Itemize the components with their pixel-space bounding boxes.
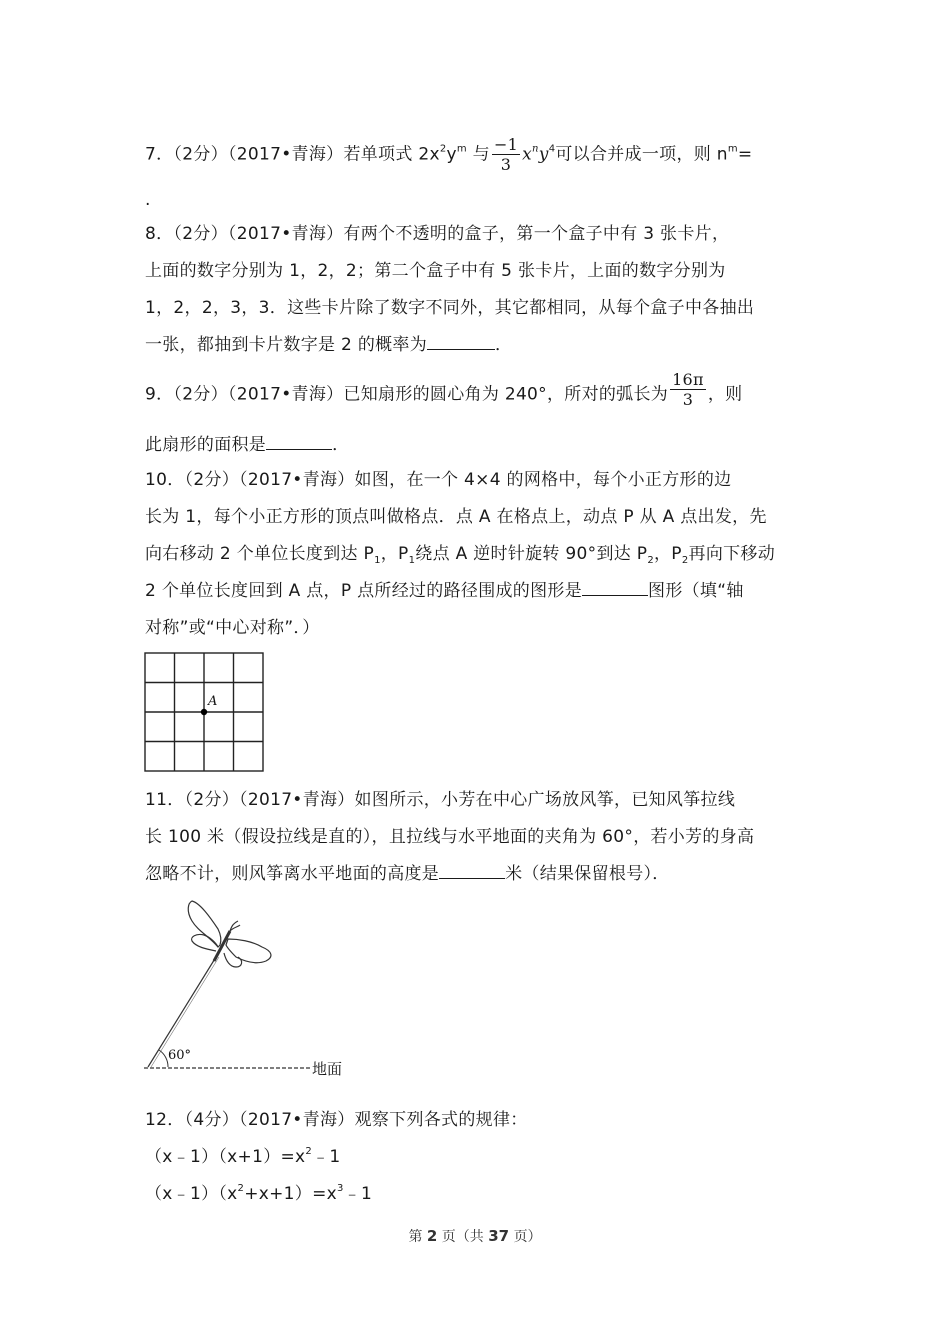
question-9-text-end: ，则: [707, 384, 743, 405]
angle-arc: [159, 1050, 168, 1067]
exponent: m: [727, 143, 738, 155]
question-11-line-2: 长 100 米（假设拉线是直的），且拉线与水平地面的夹角为 60°，若小芳的身高: [145, 827, 755, 847]
question-7-text-a: 7．: [145, 144, 174, 165]
footer-mid: 页（共: [441, 1229, 484, 1245]
question-10-line-4: [145, 579, 744, 603]
equation-text: +x+1）=x: [244, 1184, 337, 1204]
question-9-text: 9．（2分）（2017•青海）已知扇形的圆心角为 240°，所对的弧长为: [145, 384, 669, 405]
question-10-text: 再向下移动: [688, 544, 776, 564]
fraction-denominator: 3: [500, 155, 512, 174]
total-pages: 37: [488, 1227, 510, 1245]
answer-blank: [439, 864, 505, 879]
question-10-line-3: [145, 542, 775, 566]
ground-label: 地面: [312, 1060, 343, 1078]
question-10-line-5: 对称”或“中心对称”．）: [145, 618, 320, 638]
question-7-dot: .: [145, 190, 151, 210]
exponent: n: [532, 143, 539, 155]
equals-sign: =: [737, 144, 753, 165]
question-12-equation-1: [145, 1145, 341, 1169]
page-number: 2: [426, 1227, 438, 1245]
question-11-line-1: 11．（2分）（2017•青海）如图所示，小芳在中心广场放风筝，已知风筝拉线: [145, 790, 736, 810]
fraction-16pi-over-3: [670, 370, 706, 409]
question-8-line-4-end: ．: [495, 335, 513, 355]
footer-pre: 第: [408, 1229, 423, 1245]
equation-text: ﹣1: [312, 1147, 341, 1167]
exponent: 2: [439, 143, 447, 155]
exponent: 2: [305, 1146, 313, 1157]
question-8-line-4: [145, 333, 512, 357]
question-11-line-3-text: 忽略不计，则风筝离水平地面的高度是: [145, 864, 440, 884]
question-10-text: ，P: [380, 544, 409, 564]
question-10-text: 向右移动 2 个单位长度到达 P: [145, 544, 375, 564]
question-9-line-2-text: 此扇形的面积是: [145, 435, 267, 455]
angle-label: 60°: [168, 1048, 192, 1063]
footer-post: 页）: [513, 1229, 542, 1245]
question-7-with: 与: [466, 144, 490, 165]
point-a-dot: [201, 709, 207, 715]
question-12-line-1: 12．（4分）（2017•青海）观察下列各式的规律：: [145, 1110, 528, 1130]
question-8-line-4-text: 一张，都抽到卡片数字是 2 的概率为: [145, 335, 428, 355]
equation-text: （x﹣1）（x: [145, 1184, 238, 1204]
answer-blank: [582, 581, 648, 596]
question-10-line-1: 10．（2分）（2017•青海）如图，在一个 4×4 的网格中，每个小正方形的边: [145, 470, 732, 490]
fraction-numerator: 16π: [672, 370, 704, 389]
question-10-line-2: 长为 1，每个小正方形的顶点叫做格点．点 A 在格点上，动点 P 从 A 点出发，先: [145, 507, 767, 527]
equation-text: （x﹣1）（x+1）=x: [145, 1147, 306, 1167]
fraction-numerator: −1: [493, 135, 519, 154]
question-11-line-3-end: 米（结果保留根号）．: [505, 864, 670, 884]
question-7-source: （2017•青海）: [227, 144, 344, 165]
subscript: 1: [408, 555, 416, 566]
butterfly-kite-icon: [188, 901, 271, 967]
question-9-line-2: [145, 433, 349, 457]
question-10-line-4-end: 图形（填“轴: [648, 581, 744, 601]
subscript: 2: [681, 555, 689, 566]
question-10-text: ，P: [653, 544, 682, 564]
exponent: 2: [237, 1183, 245, 1194]
question-10-text: 绕点 A 逆时针旋转 90°到达 P: [415, 544, 648, 564]
exponent: m: [456, 143, 467, 155]
variable: y: [446, 144, 457, 165]
subscript: 2: [647, 555, 654, 566]
question-7-points: （2分）: [173, 144, 228, 165]
question-12-equation-2: [145, 1182, 372, 1206]
point-a-label: A: [208, 694, 218, 709]
equation-text: ﹣1: [343, 1184, 373, 1204]
question-8-line-3: 1，2，2，3，3．这些卡片除了数字不同外，其它都相同，从每个盒子中各抽出: [145, 298, 755, 318]
page-footer: [0, 1226, 950, 1246]
question-7: [145, 135, 752, 174]
answer-blank: [427, 335, 495, 350]
question-7-monomial: 若单项式 2x: [343, 144, 440, 165]
question-8-line-2: 上面的数字分别为 1，2，2；第二个盒子中有 5 张卡片，上面的数字分别为: [145, 261, 726, 281]
question-9-line-2-end: ．: [332, 435, 350, 455]
subscript: 1: [374, 555, 381, 566]
grid-figure: [143, 651, 266, 773]
exponent: 4: [548, 143, 556, 155]
variable: x: [522, 144, 533, 165]
variable: y: [538, 144, 549, 165]
answer-blank: [266, 435, 332, 450]
question-10-line-4-text: 2 个单位长度回到 A 点，P 点所经过的路径围成的图形是: [145, 581, 583, 601]
fraction-neg-one-third: [492, 135, 520, 174]
kite-figure: [140, 895, 360, 1081]
question-8-line-1: 8．（2分）（2017•青海）有两个不透明的盒子，第一个盒子中有 3 张卡片，: [145, 224, 730, 244]
question-11-line-3: [145, 862, 670, 886]
question-7-text-b: 可以合并成一项，则 n: [555, 144, 728, 165]
exponent: 3: [337, 1183, 344, 1194]
fraction-denominator: 3: [682, 390, 694, 409]
